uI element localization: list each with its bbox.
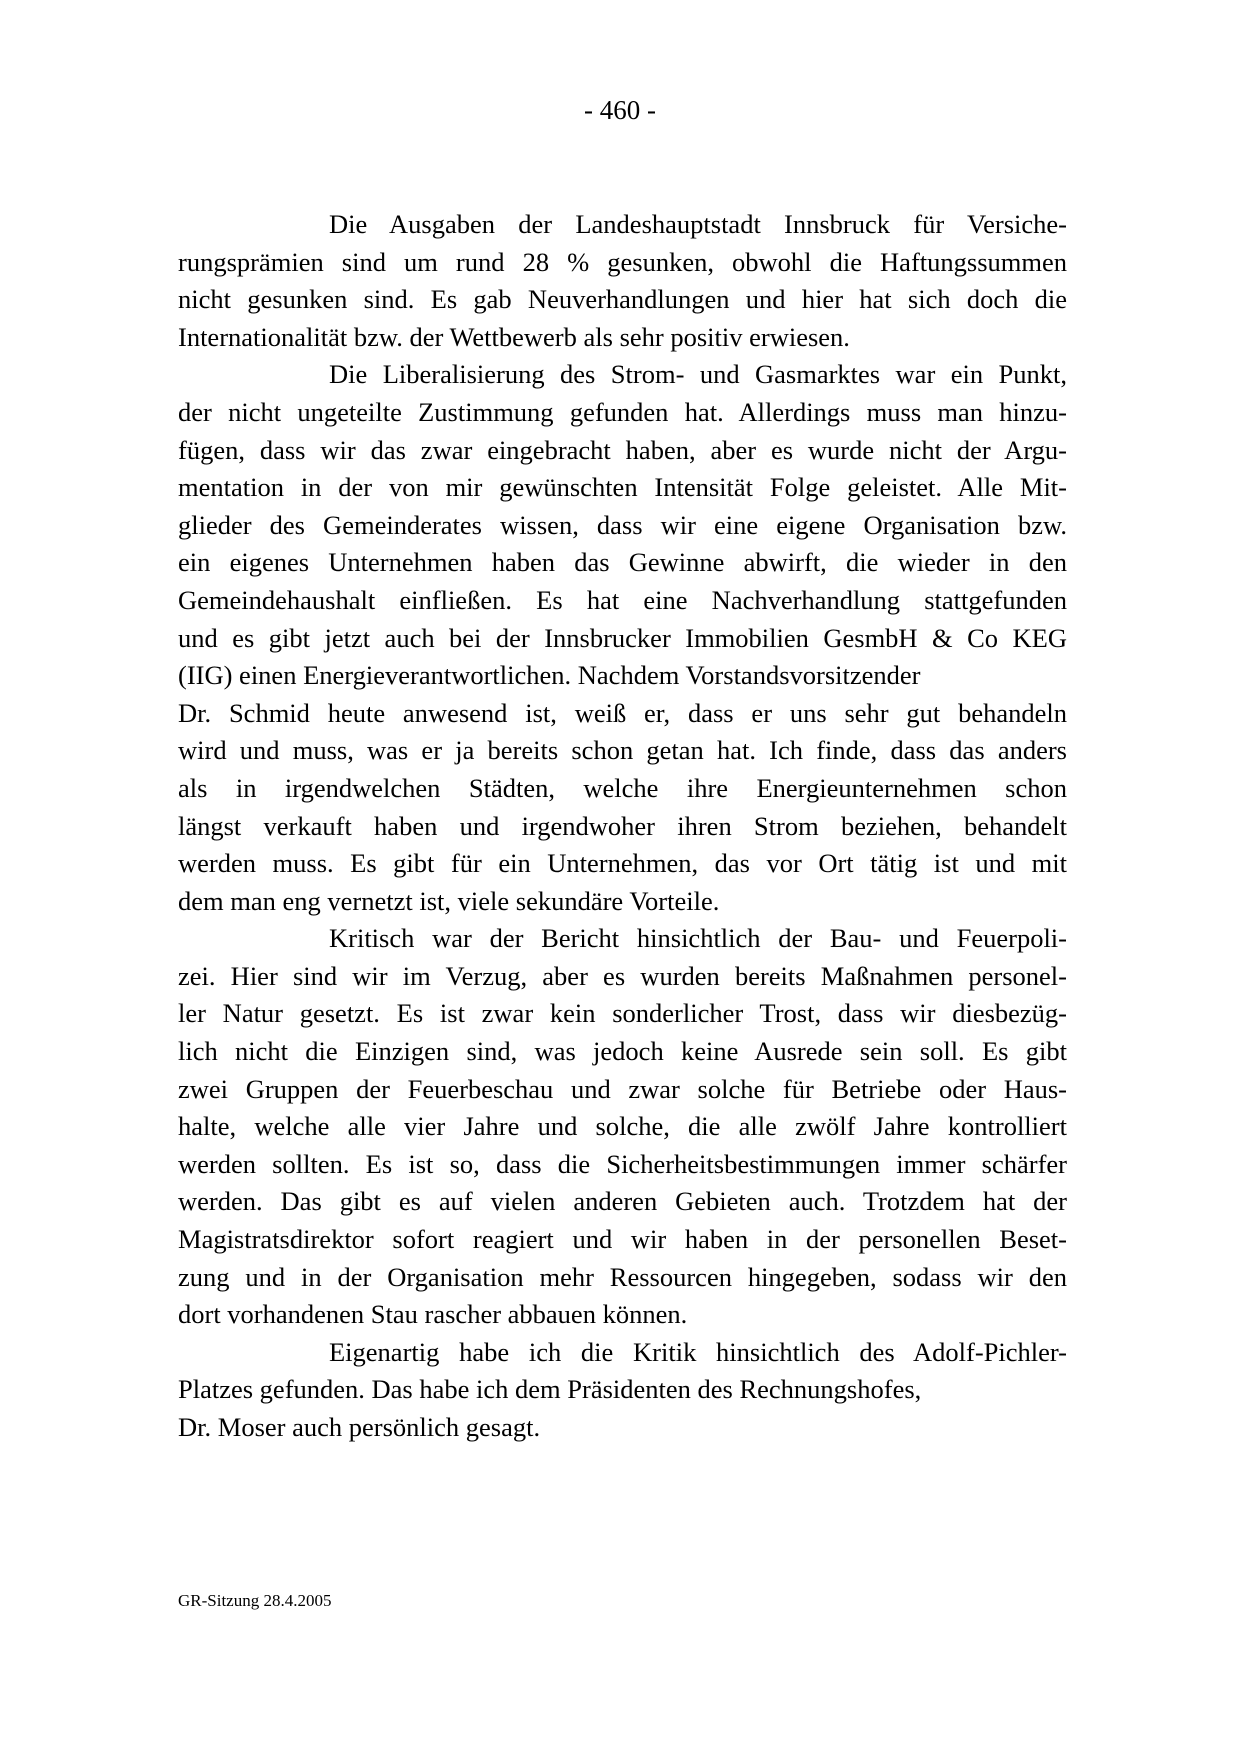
text-line: Internationalität bzw. der Wettbewerb als sehr positiv erwiesen. [178,321,850,352]
text-line: Gemeindehaushalt einfließen. Es hat eine Nachverhandlung stattgefunden [178,584,1067,615]
text-line: glieder des Gemeinderates wissen, dass wir eine eigene Organisation bzw. [178,509,1067,540]
text-line: halte, welche alle vier Jahre und solche, die alle zwölf Jahre kontrolliert [178,1111,1067,1142]
text-line: mentation in der von mir gewünschten Intensität Folge geleistet. Alle Mit- [178,472,1067,503]
text-line: Magistratsdirektor sofort reagiert und wir haben in der personellen Beset- [178,1224,1067,1255]
text-line: zung und in der Organisation mehr Ressourcen hingegeben, sodass wir den [178,1261,1067,1292]
text-line: und es gibt jetzt auch bei der Innsbrucker Immobilien GesmbH & Co KEG [178,622,1067,653]
text-line: Platzes gefunden. Das habe ich dem Präsidenten des Rechnungshofes, [178,1374,922,1405]
text-line: Die Liberalisierung des Strom- und Gasmarktes war ein Punkt, [329,359,1067,390]
text-line: Dr. Schmid heute anwesend ist, weiß er, dass er uns sehr gut behandeln [178,697,1067,728]
text-line: der nicht ungeteilte Zustimmung gefunden hat. Allerdings muss man hinzu- [178,396,1067,427]
text-line: zwei Gruppen der Feuerbeschau und zwar solche für Betriebe oder Haus- [178,1073,1067,1104]
text-line: fügen, dass wir das zwar eingebracht haben, aber es wurde nicht der Argu- [178,434,1067,465]
body-text [178,206,1067,1447]
text-line: Kritisch war der Bericht hinsichtlich der Bau- und Feuerpoli- [329,923,1067,954]
text-line: dem man eng vernetzt ist, viele sekundäre Vorteile. [178,885,720,916]
text-line: lich nicht die Einzigen sind, was jedoch keine Ausrede sein soll. Es gibt [178,1036,1067,1067]
text-line: werden. Das gibt es auf vielen anderen Gebieten auch. Trotzdem hat der [178,1186,1067,1217]
text-line: längst verkauft haben und irgendwoher ihren Strom beziehen, behandelt [178,810,1067,841]
text-line: werden sollten. Es ist so, dass die Sicherheitsbestimmungen immer schärfer [178,1148,1067,1179]
page-number: - 460 - [584,95,656,125]
text-line: als in irgendwelchen Städten, welche ihre Energieunternehmen schon [178,772,1067,803]
page-footer: GR-Sitzung 28.4.2005 [178,1591,332,1610]
text-line: wird und muss, was er ja bereits schon getan hat. Ich finde, dass das anders [178,735,1067,766]
text-line: Die Ausgaben der Landeshauptstadt Innsbruck für Versiche- [329,209,1067,239]
text-line: zei. Hier sind wir im Verzug, aber es wurden bereits Maßnahmen personel- [178,960,1067,991]
text-line: Eigenartig habe ich die Kritik hinsichtlich des Adolf-Pichler- [329,1336,1067,1367]
text-line: dort vorhandenen Stau rascher abbauen können. [178,1299,688,1330]
text-line: werden muss. Es gibt für ein Unternehmen, das vor Ort tätig ist und mit [178,848,1067,879]
text-line: ler Natur gesetzt. Es ist zwar kein sonderlicher Trost, dass wir diesbezüg- [178,998,1067,1029]
text-line: ein eigenes Unternehmen haben das Gewinne abwirft, die wieder in den [178,547,1067,578]
text-line: (IIG) einen Energieverantwortlichen. Nachdem Vorstandsvorsitzender [178,660,921,691]
text-line: Dr. Moser auch persönlich gesagt. [178,1412,541,1442]
text-line: rungsprämien sind um rund 28 % gesunken, obwohl die Haftungssummen [178,246,1067,277]
text-line: nicht gesunken sind. Es gab Neuverhandlungen und hier hat sich doch die [178,284,1067,315]
